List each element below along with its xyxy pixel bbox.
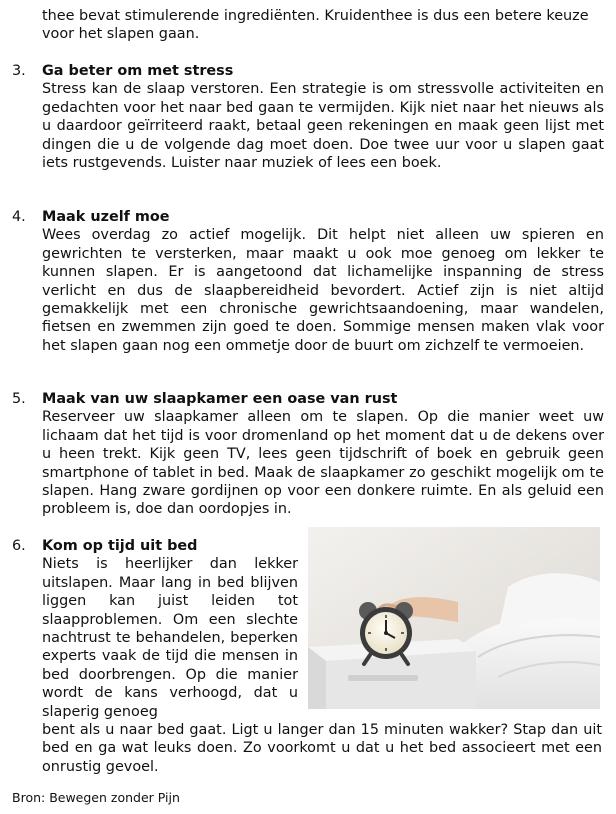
item-number: 3. <box>12 63 26 79</box>
item-heading: Maak van uw slaapkamer een oase van rust <box>42 391 398 407</box>
item-text: Reserveer uw slaapkamer alleen om te slapen. Op die manier weet uw lichaam dat het tijd is voor dromenland op het moment dat u de dekens over u heen trekt. Kijk geen TV, lees geen tijdschrift of boek en gebruik geen smartphone of tablet in bed. Maak de slaapkamer zo geschikt mogelijk om te slapen. Hang zware gordijnen op voor een donkere ruimte. En als geluid een probleem is, doe dan oordopjes in. <box>42 409 604 518</box>
item-heading: Ga beter om met stress <box>42 63 234 79</box>
item-heading: Maak uzelf moe <box>42 209 170 225</box>
item-text: Wees overdag zo actief mogelijk. Dit helpt niet alleen uw spieren en gewrichten te versterken, maar maakt u ook moe genoeg om lekker te kunnen slapen. Er is aangetoond dat lichamelijke inspanning de stress verlicht en dus de slaapbereidheid bevordert. Actief zijn is niet altijd gemakkelijk met een chronische gewrichtsaandoening, maar wandelen, fietsen en zwemmen zijn goed te doen. Sommige mensen maken vlak voor het slapen gaan nog een ommetje door de buurt om zichzelf te vermoeien. <box>42 227 604 354</box>
item-number: 5. <box>12 391 26 407</box>
item-number: 4. <box>12 209 26 225</box>
alarm-clock-illustration <box>308 527 600 709</box>
item-number: 6. <box>12 538 26 554</box>
source-credit: Bron: Bewegen zonder Pijn <box>12 790 180 805</box>
item-text-below-image: bent als u naar bed gaat. Ligt u langer dan 15 minuten wakker? Stap dan uit bed en ga wat leuks doen. Zo voorkomt u dat u het bed associeert met een onrustig gevoel. <box>42 722 602 775</box>
list-item <box>12 390 604 519</box>
intro-paragraph: thee bevat stimulerende ingrediënten. Kruidenthee is dus een betere keuze voor het slapen gaan. <box>42 8 589 43</box>
item-text-beside-image: Niets is heerlijker dan lekker uitslapen. Maar lang in bed blijven liggen kan juist leiden tot slaapproblemen. Om een slechte nachtrust te behandelen, beperken experts vaak de tijd die mensen in bed doorbrengen. Op die manier wordt de kans verhoogd, dat u slaperig genoeg <box>42 556 298 720</box>
list-item <box>12 208 604 355</box>
list-item <box>12 62 604 172</box>
alarm-clock-bed-photo <box>308 527 600 709</box>
item-heading: Kom op tijd uit bed <box>42 538 198 554</box>
item-text: Stress kan de slaap verstoren. Een strategie is om stressvolle activiteiten en gedachten voor het naar bed gaan te vermijden. Kijk niet naar het nieuws als u daardoor geïrriteerd raakt, betaal geen rekeningen en maak geen lijst met dingen die u de volgende dag moet doen. Doe twee uur voor u slapen gaat iets rustgevends. Luister naar muziek of lees een boek. <box>42 81 604 172</box>
